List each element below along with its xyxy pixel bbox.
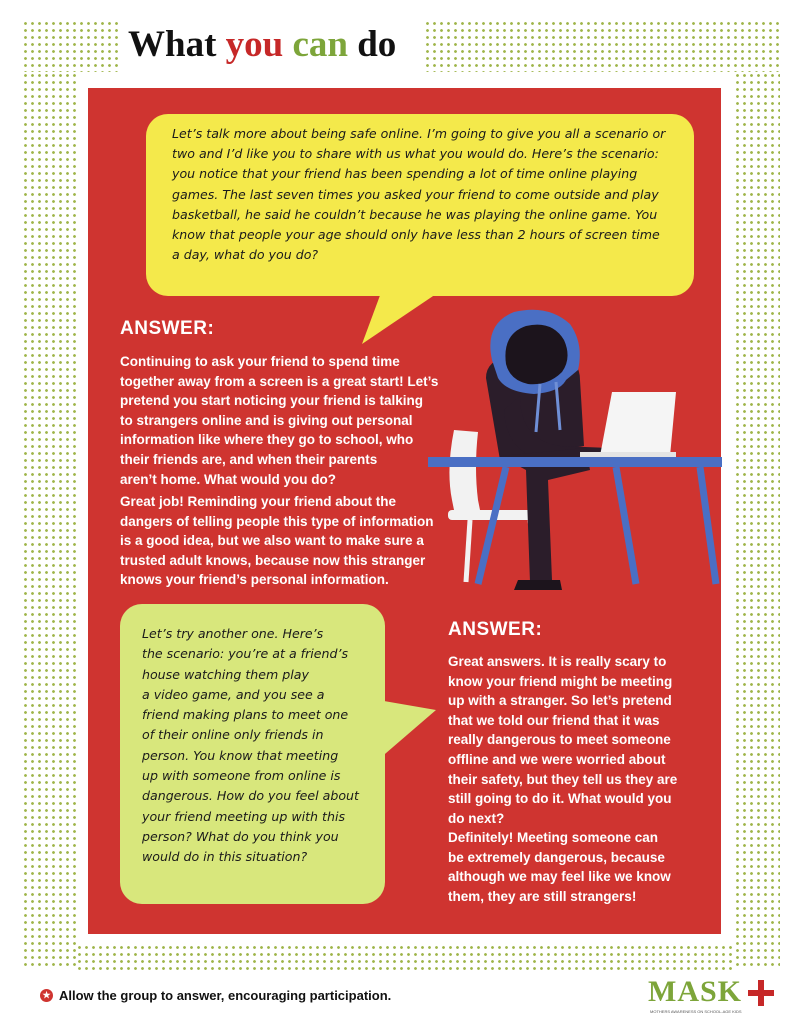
scenario-1-line: know that people your age should only have less than 2 hours of screen time: [172, 227, 660, 243]
answer-1-line: to strangers online and is giving out personal: [120, 412, 413, 428]
scenario-1-line: two and I’d like you to share with us what you would do. Here’s the scenario:: [172, 146, 659, 162]
desk-leg: [700, 467, 716, 584]
scenario-2-line: house watching them play: [142, 666, 309, 682]
answer-2-line: up with a stranger. So let’s pretend: [448, 693, 672, 709]
scenario-2-bubble: [120, 604, 385, 904]
desk-leg: [478, 467, 506, 584]
answer-1-line: information like where they go to school, who: [120, 432, 414, 448]
title-word-do: do: [347, 24, 397, 65]
facilitator-instruction: [40, 988, 391, 1003]
scenario-2-line: friend making plans to meet one: [142, 707, 349, 723]
scenario-1-line: Let’s talk more about being safe online. I’m going to give you all a scenario or: [172, 126, 666, 141]
answer-1-line: trusted adult knows, because now this stranger: [120, 552, 426, 568]
answer-2-paragraph-1: [448, 652, 677, 828]
answer-1-line: pretend you start noticing your friend is talking: [120, 393, 424, 409]
answer-2-line: really dangerous to meet someone: [448, 732, 671, 748]
scenario-2-line: would do in this situation?: [142, 849, 308, 865]
answer-2-line: their safety, but they tell us they are: [448, 771, 678, 787]
answer-2-line: Great answers. It is really scary to: [448, 654, 667, 669]
answer-2-line: do next?: [448, 810, 505, 826]
title-word-what: What: [128, 24, 226, 65]
title-word-can: can: [283, 24, 348, 65]
answer-1-line: together away from a screen is a great start! Let’s: [120, 373, 439, 389]
scenario-2-line: of their online only friends in: [142, 727, 324, 743]
scenario-1-line: games. The last seven times you asked your friend to come outside and play: [172, 186, 659, 202]
scenario-2-line: Let’s try another one. Here’s: [142, 626, 324, 641]
answer-2-line: although we may feel like we know: [448, 869, 671, 885]
scenario-1-line: a day, what do you do?: [172, 247, 319, 263]
chair-back: [449, 430, 482, 520]
answer-1-line: their friends are, and when their parents: [120, 451, 378, 467]
answer-2-paragraph-2: [448, 828, 671, 906]
scenario-1-line: you notice that your friend has been spending a lot of time online playing: [172, 166, 638, 182]
mask-logo-tagline: MOTHERS AWARENESS ON SCHOOL-AGE KIDS: [650, 1009, 742, 1014]
answer-2-line: Definitely! Meeting someone can: [448, 830, 659, 845]
scenario-2-line: dangerous. How do you feel about: [142, 788, 359, 804]
desk-top: [428, 457, 722, 467]
answer-2-line: them, they are still strangers!: [448, 888, 637, 904]
mask-logo-text: MASK: [648, 975, 742, 1008]
scenario-2-line: your friend meeting up with this: [142, 808, 346, 824]
scenario-2-line: up with someone from online is: [142, 768, 341, 784]
desk-leg: [616, 467, 636, 584]
answer-1-line: dangers of telling people this type of information: [120, 513, 434, 529]
chair-leg: [466, 520, 470, 582]
answer-2-line: still going to do it. What would you: [448, 791, 672, 807]
answer-1-line: knows your friend’s personal information.: [120, 572, 389, 588]
figure-face-shadow: [505, 325, 567, 385]
answer-1-line: is a good idea, but we also want to make sure a: [120, 533, 424, 549]
laptop-screen: [600, 392, 676, 456]
scenario-2-line: person. You know that meeting: [142, 747, 339, 763]
answer-2-line: be extremely dangerous, because: [448, 849, 665, 865]
answer-2-line: know your friend might be meeting: [448, 673, 673, 689]
scenario-2-line: the scenario: you’re at a friend’s: [142, 646, 349, 662]
answer-1-line: Great job! Reminding your friend about the: [120, 494, 397, 509]
plus-icon: [746, 978, 776, 1008]
star-bullet-icon: ★: [40, 989, 53, 1002]
facilitator-instruction-text: Allow the group to answer, encouraging participation.: [59, 988, 392, 1003]
answer-2-line: offline and we were worried about: [448, 751, 666, 767]
answer-1-line: Continuing to ask your friend to spend time: [120, 354, 400, 369]
answer-2-heading: ANSWER:: [448, 619, 543, 640]
scenario-2-line: a video game, and you see a: [142, 686, 325, 702]
answer-1-heading: ANSWER:: [120, 318, 215, 339]
mask-logo: [648, 976, 780, 1018]
answer-1-line: aren’t home. What would you do?: [120, 471, 336, 487]
scenario-2-line: person? What do you think you: [142, 828, 339, 844]
scenario-1-line: basketball, he said he couldn’t because he was playing the online game. You: [172, 206, 658, 222]
title-word-you: you: [225, 24, 284, 65]
answer-2-line: that we told our friend that it was: [448, 712, 660, 728]
figure-shoe: [514, 580, 562, 590]
